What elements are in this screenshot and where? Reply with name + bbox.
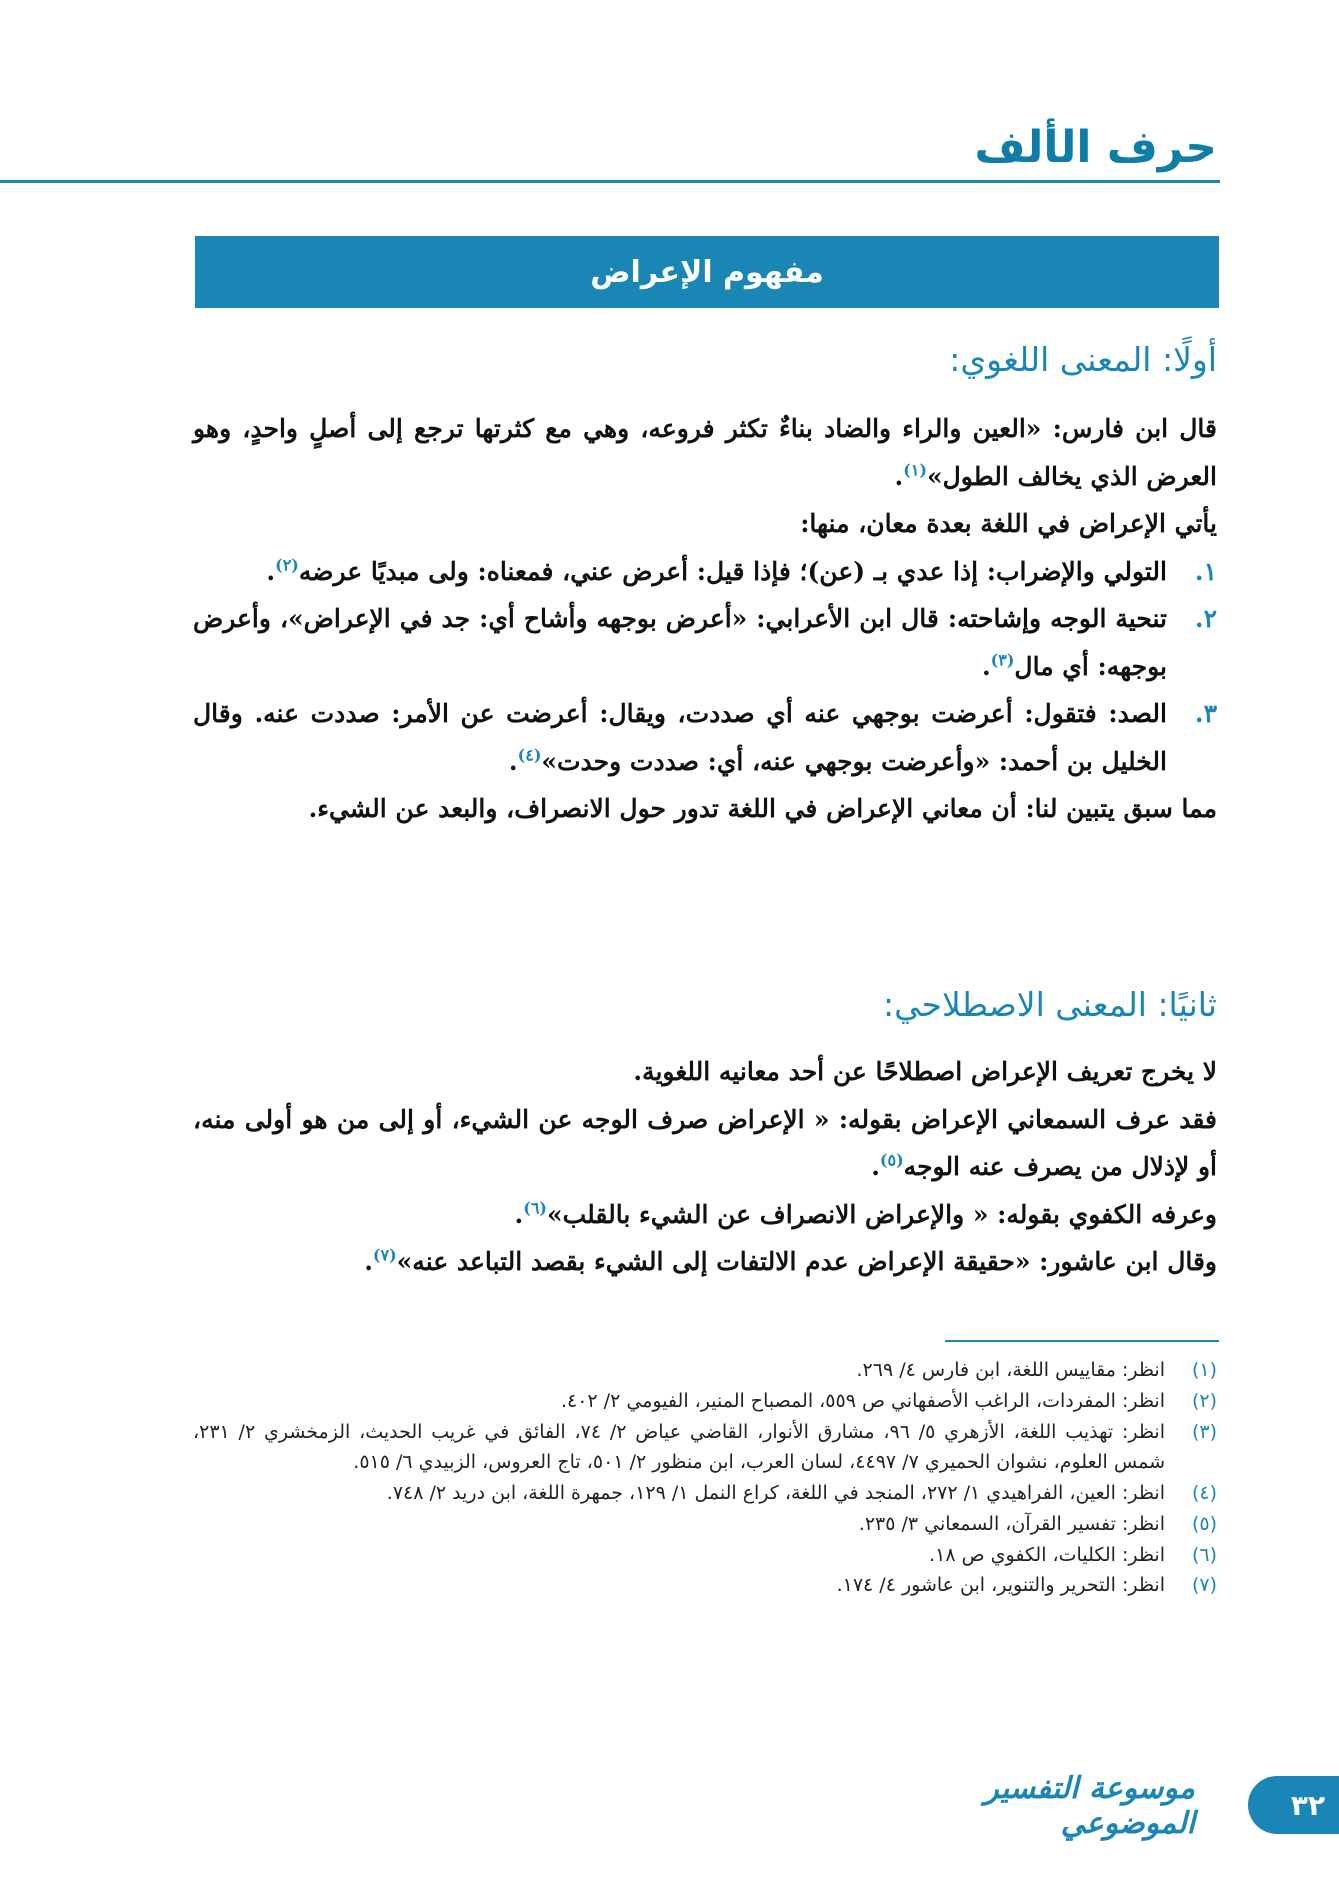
footnote-text: انظر: تفسير القرآن، السمعاني ٣/ ٢٣٥. xyxy=(858,1512,1165,1535)
footnote-ref[interactable]: (٦) xyxy=(523,1198,547,1218)
footnote-number: (٥) xyxy=(1191,1512,1217,1535)
footnote-number: (١) xyxy=(1191,1359,1217,1381)
paragraph: مما سبق يتبين لنا: أن معاني الإعراض في اللغة تدور حول الانصراف، والبعد عن الشيء. xyxy=(308,794,1217,823)
paragraph-text: وقال ابن عاشور: «حقيقة الإعراض عدم الالتفات إلى الشيء بقصد التباعد عنه» xyxy=(396,1247,1217,1276)
chapter-header: حرف الألف xyxy=(974,122,1217,173)
footnote-text: انظر: تهذيب اللغة، الأزهري ٥/ ٩٦، مشارق الأنوار، القاضي عياض ٢/ ٧٤، الفائق في غريب الحديث، الزمخشري ٢/ ٢٣١، شمس العلوم، نشوان الحميري ٧/ ٤٤٩٧، لسان العرب، ابن منظور ٢/ ٥٠١، تاج العروس، الزبيدي ٦/ ٥١٥. xyxy=(193,1420,1165,1474)
topic-title: مفهوم الإعراض xyxy=(590,254,824,290)
footnote-ref[interactable]: (٥) xyxy=(879,1150,904,1170)
footnote xyxy=(193,1355,1217,1386)
list-term: تنحية الوجه وإشاحته: xyxy=(947,604,1167,633)
paragraph: وعرفه الكفوي بقوله: « والإعراض الانصراف عن الشيء بالقلب»$^{(٦)}$. xyxy=(514,1198,1217,1229)
list-text: تنحية الوجه وإشاحته: قال ابن الأعرابي: «أعرض بوجهه وأشاح أي: جد في الإعراض»، وأعرض بوجهه: أي مال$^{(٣)}$. xyxy=(193,604,1167,681)
footnote xyxy=(193,1478,1217,1509)
footnote xyxy=(193,1509,1217,1540)
list-item xyxy=(193,690,1217,785)
footnote-text: انظر: العين، الفراهيدي ١/ ٢٧٢، المنجد في اللغة، كراع النمل ١/ ١٢٩، جمهرة اللغة، ابن دريد ٢/ ٧٤٨. xyxy=(386,1482,1165,1505)
list-term: التولي والإضراب: xyxy=(986,556,1167,586)
list-text: التولي والإضراب: إذا عدي بـ (عن)؛ فإذا قيل: أعرض عني، فمعناه: ولى مبديًا عرضه$^{(٢)}$. xyxy=(266,555,1167,586)
footnote-text: انظر: المفردات، الراغب الأصفهاني ص ٥٥٩، المصباح المنير، الفيومي ٢/ ٤٠٢. xyxy=(560,1389,1165,1412)
footnote-number: (٢) xyxy=(1191,1389,1217,1412)
footnote-text: انظر: التحرير والتنوير، ابن عاشور ٤/ ١٧٤. xyxy=(836,1574,1165,1597)
footnotes xyxy=(193,1355,1217,1601)
paragraph: لا يخرج تعريف الإعراض اصطلاحًا عن أحد معانيه اللغوية. xyxy=(633,1057,1217,1086)
section-heading-technical: ثانيًا: المعنى الاصطلاحي: xyxy=(882,985,1217,1024)
topic-banner xyxy=(195,236,1219,308)
footnote xyxy=(193,1570,1217,1601)
list-body: إذا عدي بـ (عن)؛ فإذا قيل: أعرض عني، فمعناه: ولى مبديًا عرضه xyxy=(298,556,987,586)
list-number: ٢. xyxy=(1194,604,1217,633)
footnote-text: انظر: الكليات، الكفوي ص ١٨. xyxy=(929,1543,1165,1566)
logo-calligraphy: موسوعة التفسير الموضوعي xyxy=(984,1771,1195,1841)
footnote-ref[interactable]: (٣) xyxy=(990,650,1015,670)
paragraph-text: قال ابن فارس: «العين والراء والضاد بناءٌ تكثر فروعه، وهي مع كثرتها ترجع إلى أصلٍ واحدٍ، وهو العرض الذي يخالف الطول» xyxy=(193,414,1217,491)
list-item xyxy=(193,595,1217,690)
list-body: قال ابن الأعرابي: «أعرض بوجهه وأشاح أي: جد في الإعراض»، وأعرض بوجهه: أي مال xyxy=(193,604,1167,681)
section-heading-linguistic: أولًا: المعنى اللغوي: xyxy=(949,340,1217,379)
footnote-number: (٧) xyxy=(1191,1574,1217,1597)
footnote xyxy=(193,1540,1217,1571)
list-term: الصد: xyxy=(1108,699,1167,728)
list-text: الصد: فتقول: أعرضت بوجهي عنه أي صددت، ويقال: أعرضت عن الأمر: صددت عنه. وقال الخليل بن أحمد: «وأعرضت بوجهي عنه، أي: صددت وحدت»$^{(٤)}$. xyxy=(193,699,1167,776)
encyclopedia-logo xyxy=(875,1770,1195,1842)
section-linguistic-body xyxy=(193,405,1217,833)
paragraph-text: فقد عرف السمعاني الإعراض بقوله: « الإعراض صرف الوجه عن الشيء، أو إلى من هو أولى منه، أو لإذلال من يصرف عنه الوجه xyxy=(193,1104,1217,1181)
footnote-number: (٣) xyxy=(1191,1420,1217,1443)
footnote-number: (٦) xyxy=(1191,1543,1217,1566)
paragraph: فقد عرف السمعاني الإعراض بقوله: « الإعراض صرف الوجه عن الشيء، أو إلى من هو أولى منه، أو لإذلال من يصرف عنه الوجه$^{(٥)}$. xyxy=(193,1104,1217,1181)
footnote-number: (٤) xyxy=(1191,1482,1217,1505)
list-number: ١. xyxy=(1194,556,1217,586)
footnote xyxy=(193,1386,1217,1417)
header-divider xyxy=(0,180,1220,183)
footnote-text: انظر: مقاييس اللغة، ابن فارس ٤/ ٢٦٩. xyxy=(856,1359,1165,1381)
footnote xyxy=(193,1417,1217,1479)
paragraph: قال ابن فارس: «العين والراء والضاد بناءٌ تكثر فروعه، وهي مع كثرتها ترجع إلى أصلٍ واحدٍ، وهو العرض الذي يخالف الطول»$^{(١)}$. xyxy=(193,414,1217,491)
paragraph: وقال ابن عاشور: «حقيقة الإعراض عدم الالتفات إلى الشيء بقصد التباعد عنه»$^{(٧)}$. xyxy=(364,1245,1217,1276)
list-number: ٣. xyxy=(1194,699,1217,728)
list-body: فتقول: أعرضت بوجهي عنه أي صددت، ويقال: أعرضت عن الأمر: صددت عنه. وقال الخليل بن أحمد: «وأعرضت بوجهي عنه، أي: صددت وحدت» xyxy=(193,699,1167,776)
footnote-divider xyxy=(945,1340,1219,1342)
section-technical-body xyxy=(193,1048,1217,1286)
footnote-ref[interactable]: (١) xyxy=(903,460,927,480)
page-number: ٣٢ xyxy=(1248,1776,1339,1834)
footnote-ref[interactable]: (٤) xyxy=(517,745,542,765)
paragraph: يأتي الإعراض في اللغة بعدة معان، منها: xyxy=(800,509,1217,538)
footnote-ref[interactable]: (٢) xyxy=(275,555,299,575)
paragraph-text: وعرفه الكفوي بقوله: « والإعراض الانصراف عن الشيء بالقلب» xyxy=(546,1199,1217,1229)
list-item xyxy=(193,548,1217,596)
footnote-ref[interactable]: (٧) xyxy=(372,1245,397,1265)
